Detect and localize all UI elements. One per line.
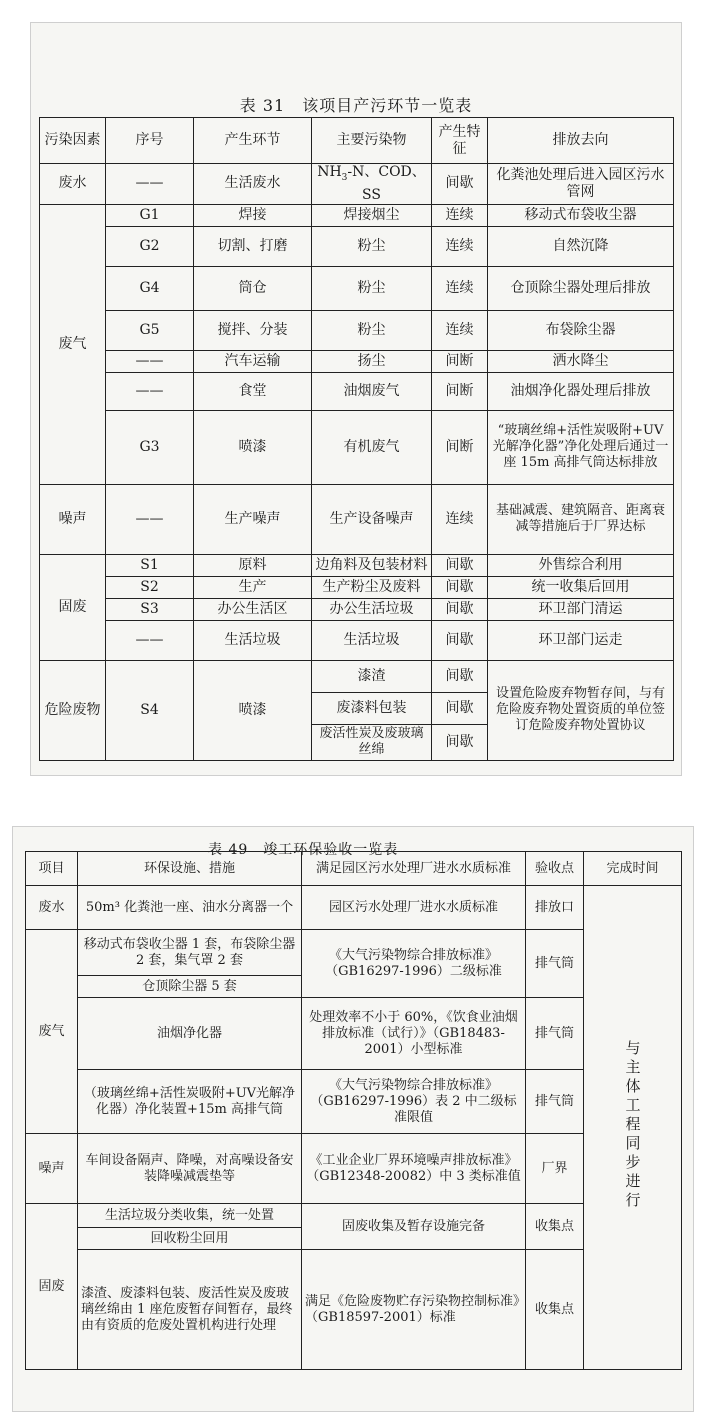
standard-cell: 《大气污染物综合排放标准》（GB16297-1996）二级标准 (302, 930, 526, 998)
feature-cell: 间歇 (432, 724, 488, 760)
feature-cell: 间歇 (432, 554, 488, 576)
no-cell: G5 (106, 310, 194, 350)
document-page-1 (30, 22, 682, 776)
point-cell: 排气筒 (526, 1070, 584, 1134)
destination-cell: 环卫部门运走 (488, 620, 674, 660)
measure-cell: 油烟净化器 (78, 998, 302, 1070)
no-cell: S2 (106, 576, 194, 598)
table-row (40, 310, 674, 350)
feature-cell: 间断 (432, 350, 488, 372)
no-cell: —— (106, 484, 194, 554)
measure-cell: 移动式布袋收尘器 1 套，布袋除尘器 2 套，集气罩 2 套 (78, 930, 302, 976)
point-cell: 收集点 (526, 1204, 584, 1250)
pollutant-cell: 扬尘 (312, 350, 432, 372)
destination-cell: 洒水降尘 (488, 350, 674, 372)
no-cell: G4 (106, 266, 194, 310)
header-standard: 满足园区污水处理厂进水水质标准 (302, 852, 526, 886)
point-cell: 排气筒 (526, 930, 584, 998)
destination-cell: 统一收集后回用 (488, 576, 674, 598)
completion-cell (584, 886, 682, 1370)
measure-cell: 漆渣、废漆料包装、废活性炭及废玻璃丝绵由 1 座危废暂存间暂存，最终由有资质的危废处置机构进行处理 (78, 1250, 302, 1370)
table-row (26, 998, 682, 1070)
measure-cell: 车间设备隔声、降噪，对高噪设备安装降噪减震垫等 (78, 1134, 302, 1204)
header-feature: 产生特征 (432, 118, 488, 164)
measure-cell: 仓顶除尘器 5 套 (78, 976, 302, 998)
table-row (40, 164, 674, 205)
pollutant-cell: 漆渣 (312, 660, 432, 692)
destination-cell: 外售综合利用 (488, 554, 674, 576)
destination-cell: 移动式布袋收尘器 (488, 204, 674, 226)
pollutant-cell: 油烟废气 (312, 372, 432, 410)
header-measure: 环保设施、措施 (78, 852, 302, 886)
factor-cell: 废水 (40, 164, 106, 205)
standard-cell: 固废收集及暂存设施完备 (302, 1204, 526, 1250)
acceptance-table (25, 851, 682, 1370)
table-row (26, 1070, 682, 1134)
table-31-title: 表 31 该项目产污环节一览表 (239, 96, 473, 115)
table-header-row (26, 852, 682, 886)
item-cell: 固废 (26, 1204, 78, 1370)
standard-cell: 园区污水处理厂进水水质标准 (302, 886, 526, 930)
factor-cell: 固废 (40, 554, 106, 660)
table-row (26, 1204, 682, 1228)
no-cell: S1 (106, 554, 194, 576)
table-row (26, 886, 682, 930)
factor-cell: 危险废物 (40, 660, 106, 760)
no-cell: G1 (106, 204, 194, 226)
pollutant-cell: 废漆料包装 (312, 692, 432, 724)
pollutant-cell: 生活垃圾 (312, 620, 432, 660)
standard-cell: 《工业企业厂界环境噪声排放标准》（GB12348-20082）中 3 类标准值 (302, 1134, 526, 1204)
feature-cell: 间断 (432, 372, 488, 410)
pollutant-cell: 办公生活垃圾 (312, 598, 432, 620)
table-row (40, 410, 674, 484)
table-row (40, 576, 674, 598)
stage-cell: 筒仓 (194, 266, 312, 310)
no-cell: —— (106, 164, 194, 205)
table-header-row (40, 118, 674, 164)
header-item: 项目 (26, 852, 78, 886)
pollutant-cell: 粉尘 (312, 310, 432, 350)
standard-cell: 《大气污染物综合排放标准》（GB16297-1996）表 2 中二级标准限值 (302, 1070, 526, 1134)
stage-cell: 焊接 (194, 204, 312, 226)
header-pollutant: 主要污染物 (312, 118, 432, 164)
table-row (40, 554, 674, 576)
measure-cell: 回收粉尘回用 (78, 1228, 302, 1250)
feature-cell: 间歇 (432, 598, 488, 620)
table-row (40, 660, 674, 692)
point-cell: 收集点 (526, 1250, 584, 1370)
pollutant-cell: $NH_3-N$、COD、SS (312, 164, 432, 205)
item-cell: 废水 (26, 886, 78, 930)
feature-cell: 间歇 (432, 692, 488, 724)
table-row (40, 266, 674, 310)
point-cell: 排放口 (526, 886, 584, 930)
pollutant-cell: 焊接烟尘 (312, 204, 432, 226)
header-completion: 完成时间 (584, 852, 682, 886)
no-cell: G2 (106, 226, 194, 266)
stage-cell: 食堂 (194, 372, 312, 410)
table-row (40, 598, 674, 620)
table-row (40, 484, 674, 554)
table-row (26, 1250, 682, 1370)
stage-cell: 切割、打磨 (194, 226, 312, 266)
feature-cell: 间歇 (432, 660, 488, 692)
no-cell: —— (106, 372, 194, 410)
table-49-title: 表 49 竣工环保验收一览表 (208, 842, 399, 858)
stage-cell: 生活废水 (194, 164, 312, 205)
table-row (40, 350, 674, 372)
document-page-2 (12, 826, 694, 1412)
header-no: 序号 (106, 118, 194, 164)
pollutant-cell: 粉尘 (312, 266, 432, 310)
stage-cell: 生产噪声 (194, 484, 312, 554)
no-cell: S4 (106, 660, 194, 760)
destination-cell: 自然沉降 (488, 226, 674, 266)
point-cell: 排气筒 (526, 998, 584, 1070)
feature-cell: 连续 (432, 204, 488, 226)
feature-cell: 间歇 (432, 576, 488, 598)
stage-cell: 生活垃圾 (194, 620, 312, 660)
pollutant-cell: 粉尘 (312, 226, 432, 266)
feature-cell: 连续 (432, 484, 488, 554)
destination-cell: 布袋除尘器 (488, 310, 674, 350)
stage-cell: 办公生活区 (194, 598, 312, 620)
measure-cell: 50m³ 化粪池一座、油水分离器一个 (78, 886, 302, 930)
table-row (40, 204, 674, 226)
pollutant-cell: 生产粉尘及废料 (312, 576, 432, 598)
table-row (40, 226, 674, 266)
destination-cell: 基础减震、建筑隔音、距离衰减等措施后于厂界达标 (488, 484, 674, 554)
measure-cell: （玻璃丝绵+活性炭吸附+UV光解净化器）净化装置+15m 高排气筒 (78, 1070, 302, 1134)
stage-cell: 搅拌、分装 (194, 310, 312, 350)
pollutant-cell: 边角料及包装材料 (312, 554, 432, 576)
feature-cell: 连续 (432, 226, 488, 266)
item-cell: 噪声 (26, 1134, 78, 1204)
table-row (26, 1134, 682, 1204)
table-row (40, 620, 674, 660)
pollution-stage-table (39, 117, 674, 761)
stage-cell: 喷漆 (194, 410, 312, 484)
pollutant-cell: 生产设备噪声 (312, 484, 432, 554)
pollutant-cell: 废活性炭及废玻璃丝绵 (312, 724, 432, 760)
stage-cell: 汽车运输 (194, 350, 312, 372)
no-cell: —— (106, 620, 194, 660)
feature-cell: 连续 (432, 310, 488, 350)
header-point: 验收点 (526, 852, 584, 886)
destination-cell: 油烟净化器处理后排放 (488, 372, 674, 410)
stage-cell: 喷漆 (194, 660, 312, 760)
header-stage: 产生环节 (194, 118, 312, 164)
destination-cell: “玻璃丝绵+活性炭吸附+UV 光解净化器”净化处理后通过一座 15m 高排气筒达标排放 (488, 410, 674, 484)
no-cell: G3 (106, 410, 194, 484)
destination-cell: 化粪池处理后进入园区污水管网 (488, 164, 674, 205)
standard-cell: 处理效率不小于 60%，《饮食业油烟排放标准（试行）》（GB18483-2001）小型标准 (302, 998, 526, 1070)
stage-cell: 原料 (194, 554, 312, 576)
table-row (26, 930, 682, 976)
factor-cell: 废气 (40, 204, 106, 484)
header-factor: 污染因素 (40, 118, 106, 164)
feature-cell: 间歇 (432, 620, 488, 660)
point-cell: 厂界 (526, 1134, 584, 1204)
completion-text: 与主体工程同步进行 (623, 1039, 642, 1211)
stage-cell: 生产 (194, 576, 312, 598)
factor-cell: 噪声 (40, 484, 106, 554)
table-row (40, 372, 674, 410)
header-destination: 排放去向 (488, 118, 674, 164)
destination-cell: 设置危险废弃物暂存间，与有危险废弃物处置资质的单位签订危险废弃物处置协议 (488, 660, 674, 760)
destination-cell: 环卫部门清运 (488, 598, 674, 620)
feature-cell: 间断 (432, 410, 488, 484)
no-cell: S3 (106, 598, 194, 620)
measure-cell: 生活垃圾分类收集，统一处置 (78, 1204, 302, 1228)
destination-cell: 仓顶除尘器处理后排放 (488, 266, 674, 310)
feature-cell: 连续 (432, 266, 488, 310)
pollutant-cell: 有机废气 (312, 410, 432, 484)
feature-cell: 间歇 (432, 164, 488, 205)
standard-cell: 满足《危险废物贮存污染物控制标准》（GB18597-2001）标准 (302, 1250, 526, 1370)
no-cell: —— (106, 350, 194, 372)
item-cell: 废气 (26, 930, 78, 1134)
